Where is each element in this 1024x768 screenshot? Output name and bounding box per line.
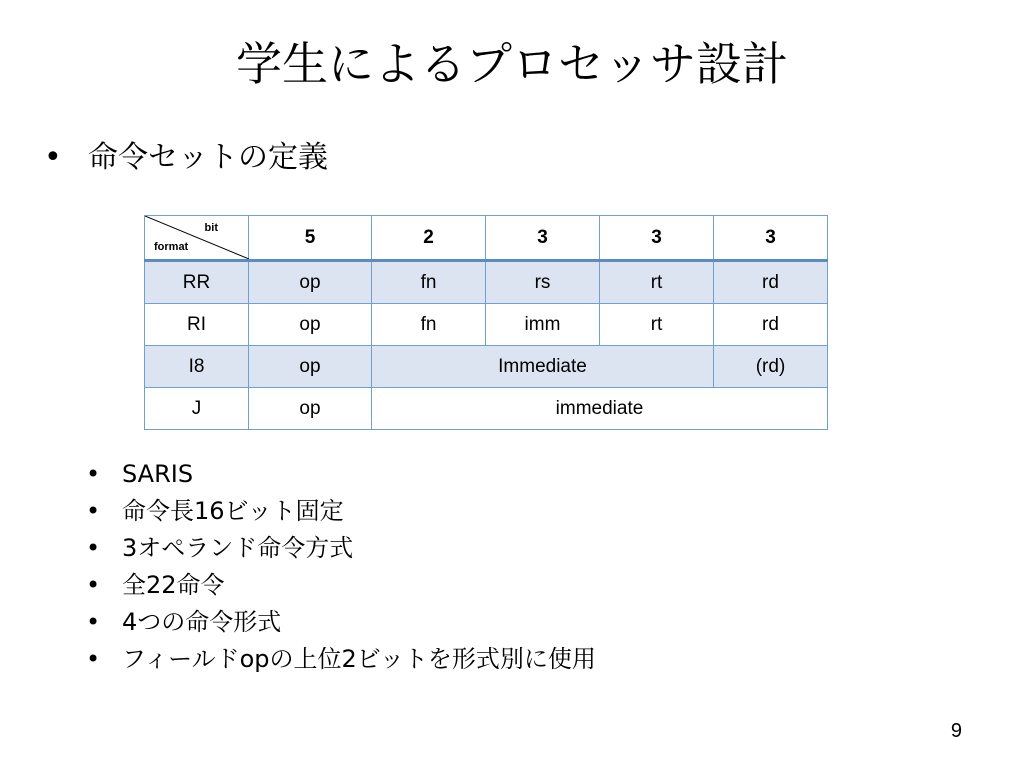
table-row-i8 [145, 346, 828, 388]
format-name-cell: I8 [145, 346, 249, 388]
field-cell: rt [600, 304, 714, 346]
main-bullet [44, 136, 328, 180]
field-cell: rd [714, 304, 828, 346]
bit-width-header: 5 [249, 216, 372, 261]
list-item [86, 567, 596, 604]
list-item-text: 4つの命令形式 [122, 608, 282, 636]
field-cell: fn [372, 304, 486, 346]
field-cell: Immediate [372, 346, 714, 388]
list-item [86, 604, 596, 641]
field-cell: op [249, 261, 372, 304]
bit-width-header: 3 [600, 216, 714, 261]
field-cell: op [249, 304, 372, 346]
bit-width-header: 3 [714, 216, 828, 261]
corner-bit-label: bit [204, 222, 218, 234]
instruction-format-table [144, 215, 828, 430]
field-cell: rd [714, 261, 828, 304]
format-name-cell: RR [145, 261, 249, 304]
bullet-dot: • [86, 608, 101, 636]
bullet-dot: • [86, 534, 101, 562]
list-item-text: SARIS [122, 460, 194, 488]
list-item [86, 641, 596, 678]
field-cell: fn [372, 261, 486, 304]
list-item [86, 493, 596, 530]
bullet-dot: • [86, 645, 101, 673]
list-item-text: フィールドopの上位2ビットを形式別に使用 [122, 645, 596, 673]
list-item-text: 命令長16ビット固定 [122, 497, 344, 525]
field-cell: (rd) [714, 346, 828, 388]
corner-format-label: format [154, 241, 189, 253]
field-cell: rs [486, 261, 600, 304]
bullet-dot: • [86, 460, 101, 488]
bullet-dot: • [44, 140, 62, 175]
table-row-rr [145, 261, 828, 304]
bullet-dot: • [86, 571, 101, 599]
sub-bullet-list [86, 456, 596, 678]
table-header-row [145, 216, 828, 261]
bit-width-header: 2 [372, 216, 486, 261]
field-cell: imm [486, 304, 600, 346]
table-row-j [145, 388, 828, 430]
table-corner-cell [145, 216, 249, 261]
format-name-cell: J [145, 388, 249, 430]
field-cell: immediate [372, 388, 828, 430]
slide-title: 学生によるプロセッサ設計 [236, 37, 788, 91]
list-item [86, 530, 596, 567]
list-item-text: 全22命令 [122, 571, 225, 599]
page-number: 9 [950, 720, 962, 742]
field-cell: op [249, 388, 372, 430]
table-row-ri [145, 304, 828, 346]
field-cell: op [249, 346, 372, 388]
list-item [86, 456, 596, 493]
field-cell: rt [600, 261, 714, 304]
bit-width-header: 3 [486, 216, 600, 261]
bullet-dot: • [86, 497, 101, 525]
list-item-text: 3オペランド命令方式 [122, 534, 354, 562]
main-bullet-text: 命令セットの定義 [88, 140, 328, 175]
format-name-cell: RI [145, 304, 249, 346]
